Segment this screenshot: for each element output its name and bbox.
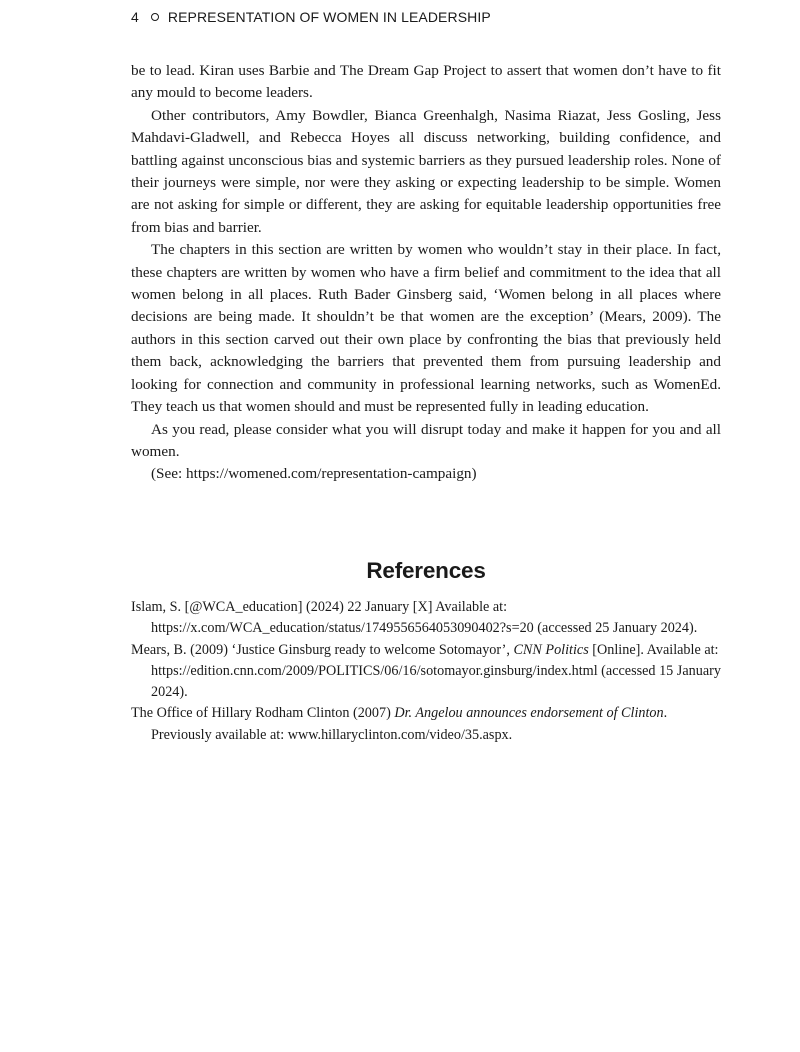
page-number: 4 [131, 9, 139, 25]
paragraph: be to lead. Kiran uses Barbie and The Dream Gap Project to assert that women don’t have to fit any mould to become leaders. [131, 62, 721, 102]
running-head-title: REPRESENTATION OF WOMEN IN LEADERSHIP [167, 9, 491, 25]
paragraph: As you read, please consider what you will disrupt today and make it happen for you and all women. [131, 420, 721, 460]
reference-item: Islam, S. [@WCA_education] (2024) 22 January [X] Available at: https://x.com/WCA_education/status/1749556564053090402?s=20 (accessed 25 January 2024). [131, 599, 698, 637]
references-heading: References [366, 558, 486, 583]
running-head [131, 9, 491, 25]
body-text [131, 60, 721, 486]
paragraph: The chapters in this section are written by women who wouldn’t stay in their place. In fact, these chapters are written by women who have a firm belief and commitment to the idea that all women belong in all places. Ruth Bader Ginsberg said, ‘Women belong in all places where decisions are being made. It shouldn’t be that women are the exception’ (Mears, 2009). The authors in this section carved out their own place by confronting the bias that previously held them back, acknowledging the barriers that prevented them from pursuing leadership and looking for connection and community in professional learning networks, such as WomenEd. They teach us that women should and must be represented fully in leading education. [131, 241, 721, 416]
paragraph: Other contributors, Amy Bowdler, Bianca Greenhalgh, Nasima Riazat, Jess Gosling, Jess Mahdavi-Gladwell, and Rebecca Hoyes all discuss networking, building confidence, and battling against unconscious bias and systemic barriers as they pursued leadership roles. None of their journeys were simple, nor were they asking or expecting leadership to be simple. Women are not asking for simple or different, they are asking for equitable leadership opportunities free from bias and barrier. [131, 106, 721, 236]
bullet-icon [151, 13, 159, 21]
reference-item: Mears, B. (2009) ‘Justice Ginsburg ready to welcome Sotomayor’, CNN Politics [Online]. Available at: https://edition.cnn.com/2009/POLITICS/06/16/sotomayor.ginsburg/index.html (accessed 15 January 2024). [131, 641, 721, 701]
references-list [131, 597, 721, 746]
paragraph-see-link: (See: https://womened.com/representation-campaign) [151, 465, 477, 483]
reference-item: The Office of Hillary Rodham Clinton (2007) Dr. Angelou announces endorsement of Clinton. Previously available at: www.hillaryclinton.com/video/35.aspx. [131, 705, 668, 743]
